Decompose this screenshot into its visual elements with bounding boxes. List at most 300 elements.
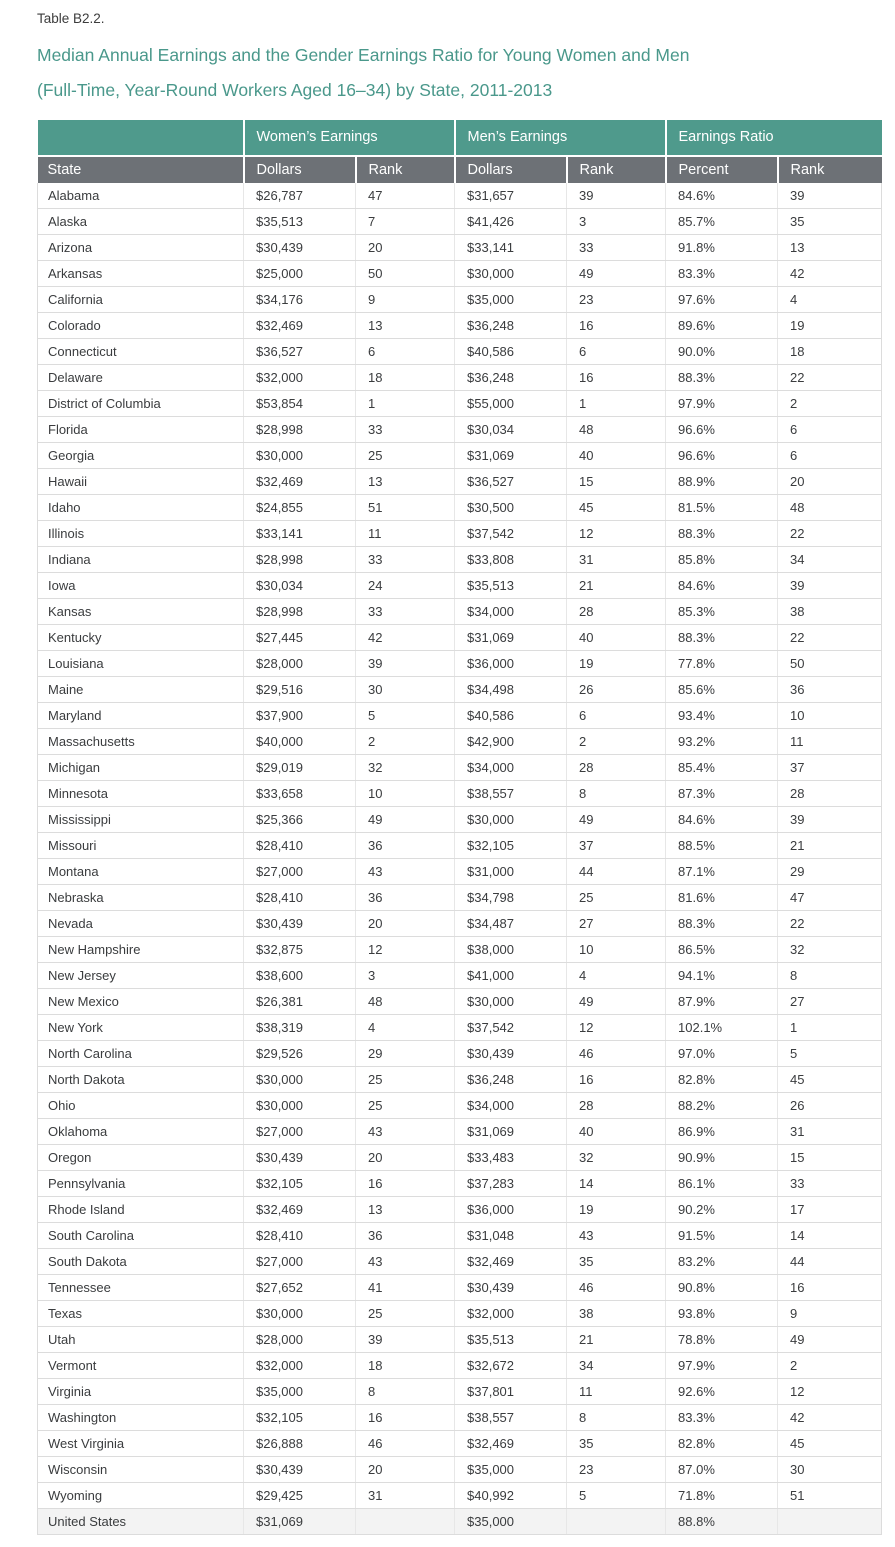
men-dollars-cell: $34,798 — [455, 884, 567, 910]
ratio-percent-cell: 71.8% — [666, 1482, 778, 1508]
state-cell: Arkansas — [38, 260, 244, 286]
men-dollars-cell: $30,000 — [455, 988, 567, 1014]
state-cell: Massachusetts — [38, 728, 244, 754]
ratio-rank-cell: 1 — [778, 1014, 882, 1040]
table-row — [38, 1508, 882, 1534]
state-cell: Texas — [38, 1300, 244, 1326]
women-dollars-cell: $26,787 — [244, 183, 356, 209]
table-row — [38, 780, 882, 806]
ratio-percent-cell: 91.5% — [666, 1222, 778, 1248]
ratio-percent-cell: 97.6% — [666, 286, 778, 312]
men-rank-cell: 12 — [567, 1014, 666, 1040]
ratio-rank-cell: 20 — [778, 468, 882, 494]
men-dollars-cell: $42,900 — [455, 728, 567, 754]
men-rank-cell: 35 — [567, 1430, 666, 1456]
table-row — [38, 858, 882, 884]
men-dollars-cell: $38,557 — [455, 1404, 567, 1430]
women-rank-cell: 49 — [356, 806, 455, 832]
state-cell: Florida — [38, 416, 244, 442]
table-row — [38, 728, 882, 754]
women-rank-cell: 47 — [356, 183, 455, 209]
table-row — [38, 962, 882, 988]
ratio-percent-cell: 88.5% — [666, 832, 778, 858]
state-cell: Michigan — [38, 754, 244, 780]
ratio-percent-cell: 90.8% — [666, 1274, 778, 1300]
men-dollars-cell: $30,000 — [455, 260, 567, 286]
men-dollars-cell: $36,000 — [455, 650, 567, 676]
title-line-1: Median Annual Earnings and the Gender Earnings Ratio for Young Women and Men — [37, 44, 690, 65]
women-dollars-cell: $33,658 — [244, 780, 356, 806]
men-rank-cell: 46 — [567, 1040, 666, 1066]
women-dollars-cell: $27,000 — [244, 858, 356, 884]
women-rank-cell: 32 — [356, 754, 455, 780]
women-rank-cell: 30 — [356, 676, 455, 702]
state-cell: Ohio — [38, 1092, 244, 1118]
ratio-percent-cell: 81.5% — [666, 494, 778, 520]
women-rank-cell: 25 — [356, 1092, 455, 1118]
state-cell: Virginia — [38, 1378, 244, 1404]
state-cell: Georgia — [38, 442, 244, 468]
women-dollars-cell: $24,855 — [244, 494, 356, 520]
men-rank-cell: 39 — [567, 183, 666, 209]
women-rank-cell: 25 — [356, 1300, 455, 1326]
table-row — [38, 1170, 882, 1196]
table-body — [38, 183, 882, 1535]
ratio-rank-cell: 6 — [778, 442, 882, 468]
women-dollars-cell: $53,854 — [244, 390, 356, 416]
men-rank-cell: 26 — [567, 676, 666, 702]
men-rank-cell: 43 — [567, 1222, 666, 1248]
men-dollars-cell: $34,000 — [455, 754, 567, 780]
state-cell: Nevada — [38, 910, 244, 936]
women-dollars-cell: $30,439 — [244, 910, 356, 936]
ratio-percent-cell: 84.6% — [666, 806, 778, 832]
ratio-percent-cell: 88.3% — [666, 364, 778, 390]
women-rank-cell: 8 — [356, 1378, 455, 1404]
ratio-percent-cell: 86.1% — [666, 1170, 778, 1196]
men-rank-cell: 25 — [567, 884, 666, 910]
women-rank-cell: 33 — [356, 416, 455, 442]
men-rank-cell: 21 — [567, 1326, 666, 1352]
ratio-rank-cell — [778, 1508, 882, 1534]
women-dollars-cell: $38,319 — [244, 1014, 356, 1040]
ratio-percent-cell: 83.3% — [666, 260, 778, 286]
table-row — [38, 546, 882, 572]
state-cell: Connecticut — [38, 338, 244, 364]
table-row — [38, 1456, 882, 1482]
women-rank-cell: 9 — [356, 286, 455, 312]
ratio-rank-cell: 5 — [778, 1040, 882, 1066]
table-row — [38, 234, 882, 260]
ratio-percent-cell: 90.9% — [666, 1144, 778, 1170]
women-dollars-cell: $31,069 — [244, 1508, 356, 1534]
table-row — [38, 364, 882, 390]
ratio-percent-cell: 86.9% — [666, 1118, 778, 1144]
women-rank-cell: 31 — [356, 1482, 455, 1508]
women-dollars-cell: $30,000 — [244, 1092, 356, 1118]
ratio-rank-cell: 44 — [778, 1248, 882, 1274]
state-cell: Wisconsin — [38, 1456, 244, 1482]
ratio-rank-cell: 50 — [778, 650, 882, 676]
women-dollars-cell: $34,176 — [244, 286, 356, 312]
table-row — [38, 312, 882, 338]
state-cell: Delaware — [38, 364, 244, 390]
ratio-rank-cell: 30 — [778, 1456, 882, 1482]
ratio-rank-cell: 10 — [778, 702, 882, 728]
women-dollars-cell: $28,410 — [244, 1222, 356, 1248]
women-rank-cell — [356, 1508, 455, 1534]
women-dollars-cell: $30,439 — [244, 1456, 356, 1482]
table-row — [38, 884, 882, 910]
men-rank-cell: 1 — [567, 390, 666, 416]
men-rank-cell: 23 — [567, 286, 666, 312]
men-rank-cell: 11 — [567, 1378, 666, 1404]
women-rank-cell: 33 — [356, 598, 455, 624]
ratio-rank-cell: 17 — [778, 1196, 882, 1222]
men-dollars-cell: $33,141 — [455, 234, 567, 260]
table-row — [38, 624, 882, 650]
women-rank-cell: 24 — [356, 572, 455, 598]
state-cell: Alaska — [38, 208, 244, 234]
women-rank-cell: 11 — [356, 520, 455, 546]
women-dollars-cell: $28,410 — [244, 832, 356, 858]
women-rank-cell: 16 — [356, 1170, 455, 1196]
ratio-percent-cell: 88.9% — [666, 468, 778, 494]
women-dollars-cell: $28,000 — [244, 650, 356, 676]
men-rank-cell: 48 — [567, 416, 666, 442]
ratio-percent-cell: 81.6% — [666, 884, 778, 910]
ratio-rank-cell: 27 — [778, 988, 882, 1014]
women-dollars-cell: $35,000 — [244, 1378, 356, 1404]
state-cell: New Jersey — [38, 962, 244, 988]
ratio-rank-cell: 12 — [778, 1378, 882, 1404]
ratio-percent-cell: 97.9% — [666, 390, 778, 416]
ratio-rank-cell: 2 — [778, 1352, 882, 1378]
table-row — [38, 1092, 882, 1118]
state-cell: Iowa — [38, 572, 244, 598]
ratio-percent-cell: 84.6% — [666, 183, 778, 209]
state-cell: Rhode Island — [38, 1196, 244, 1222]
women-dollars-cell: $26,381 — [244, 988, 356, 1014]
women-dollars-cell: $30,034 — [244, 572, 356, 598]
state-cell: Idaho — [38, 494, 244, 520]
women-dollars-cell: $29,425 — [244, 1482, 356, 1508]
women-dollars-cell: $40,000 — [244, 728, 356, 754]
state-cell: North Carolina — [38, 1040, 244, 1066]
table-row — [38, 338, 882, 364]
state-cell: South Dakota — [38, 1248, 244, 1274]
women-rank-cell: 13 — [356, 1196, 455, 1222]
men-dollars-cell: $30,000 — [455, 806, 567, 832]
ratio-percent-cell: 89.6% — [666, 312, 778, 338]
table-row — [38, 1404, 882, 1430]
table-row — [38, 1144, 882, 1170]
ratio-rank-cell: 8 — [778, 962, 882, 988]
men-rank-cell: 3 — [567, 208, 666, 234]
women-dollars-cell: $30,000 — [244, 1300, 356, 1326]
ratio-percent-cell: 87.0% — [666, 1456, 778, 1482]
women-rank-cell: 6 — [356, 338, 455, 364]
women-dollars-cell: $30,000 — [244, 442, 356, 468]
women-dollars-cell: $27,000 — [244, 1248, 356, 1274]
table-header — [38, 120, 882, 183]
women-dollars-cell: $36,527 — [244, 338, 356, 364]
men-dollars-cell: $31,657 — [455, 183, 567, 209]
women-rank-cell: 48 — [356, 988, 455, 1014]
women-dollars-cell: $32,000 — [244, 1352, 356, 1378]
ratio-percent-cell: 82.8% — [666, 1066, 778, 1092]
ratio-rank-cell: 33 — [778, 1170, 882, 1196]
ratio-percent-cell: 85.8% — [666, 546, 778, 572]
women-dollars-cell: $29,516 — [244, 676, 356, 702]
men-rank-cell: 19 — [567, 650, 666, 676]
table-row — [38, 442, 882, 468]
ratio-percent-cell: 97.9% — [666, 1352, 778, 1378]
ratio-percent-cell: 90.0% — [666, 338, 778, 364]
men-rank-cell: 28 — [567, 1092, 666, 1118]
table-row — [38, 208, 882, 234]
ratio-rank-cell: 36 — [778, 676, 882, 702]
men-rank-cell: 31 — [567, 546, 666, 572]
state-cell: Kentucky — [38, 624, 244, 650]
men-dollars-cell: $30,439 — [455, 1274, 567, 1300]
state-cell: Hawaii — [38, 468, 244, 494]
men-rank-cell: 40 — [567, 442, 666, 468]
women-dollars-cell: $28,998 — [244, 598, 356, 624]
state-cell: New York — [38, 1014, 244, 1040]
women-rank-cell: 18 — [356, 364, 455, 390]
men-dollars-cell: $33,808 — [455, 546, 567, 572]
state-cell: New Hampshire — [38, 936, 244, 962]
women-dollars-cell: $28,998 — [244, 416, 356, 442]
state-cell: Wyoming — [38, 1482, 244, 1508]
men-rank-cell: 10 — [567, 936, 666, 962]
table-row — [38, 1300, 882, 1326]
ratio-percent-cell: 88.2% — [666, 1092, 778, 1118]
ratio-rank-cell: 15 — [778, 1144, 882, 1170]
ratio-percent-cell: 83.2% — [666, 1248, 778, 1274]
state-cell: Washington — [38, 1404, 244, 1430]
ratio-percent-cell: 77.8% — [666, 650, 778, 676]
women-dollars-cell: $37,900 — [244, 702, 356, 728]
state-cell: Utah — [38, 1326, 244, 1352]
ratio-rank-cell: 22 — [778, 520, 882, 546]
women-dollars-cell: $27,000 — [244, 1118, 356, 1144]
men-dollars-cell: $37,542 — [455, 520, 567, 546]
men-rank-cell: 2 — [567, 728, 666, 754]
women-rank-cell: 20 — [356, 234, 455, 260]
men-rank-cell: 16 — [567, 364, 666, 390]
men-rank-cell: 16 — [567, 1066, 666, 1092]
men-dollars-cell: $30,439 — [455, 1040, 567, 1066]
table-row — [38, 1118, 882, 1144]
table-row — [38, 572, 882, 598]
ratio-percent-cell: 94.1% — [666, 962, 778, 988]
table-row — [38, 260, 882, 286]
men-dollars-cell: $36,248 — [455, 364, 567, 390]
ratio-rank-cell: 14 — [778, 1222, 882, 1248]
women-rank-cell: 2 — [356, 728, 455, 754]
women-dollars-cell: $27,652 — [244, 1274, 356, 1300]
state-cell: South Carolina — [38, 1222, 244, 1248]
men-dollars-cell: $35,513 — [455, 1326, 567, 1352]
women-dollars-cell: $32,105 — [244, 1170, 356, 1196]
men-rank-cell: 8 — [567, 1404, 666, 1430]
men-dollars-cell: $36,527 — [455, 468, 567, 494]
women-rank-cell: 42 — [356, 624, 455, 650]
men-rank-cell: 27 — [567, 910, 666, 936]
women-rank-cell: 10 — [356, 780, 455, 806]
men-dollars-cell: $34,000 — [455, 598, 567, 624]
women-rank-cell: 13 — [356, 312, 455, 338]
state-cell: Indiana — [38, 546, 244, 572]
men-rank-cell: 19 — [567, 1196, 666, 1222]
state-cell: Missouri — [38, 832, 244, 858]
state-cell: Nebraska — [38, 884, 244, 910]
men-dollars-cell: $32,000 — [455, 1300, 567, 1326]
women-rank-cell: 18 — [356, 1352, 455, 1378]
ratio-percent-cell: 93.4% — [666, 702, 778, 728]
men-rank-cell: 35 — [567, 1248, 666, 1274]
ratio-percent-cell: 90.2% — [666, 1196, 778, 1222]
ratio-percent-cell: 93.2% — [666, 728, 778, 754]
ratio-percent-cell: 84.6% — [666, 572, 778, 598]
men-dollars-cell: $36,000 — [455, 1196, 567, 1222]
men-dollars-cell: $41,000 — [455, 962, 567, 988]
state-cell: Colorado — [38, 312, 244, 338]
ratio-rank-cell: 39 — [778, 572, 882, 598]
state-cell: North Dakota — [38, 1066, 244, 1092]
state-cell: New Mexico — [38, 988, 244, 1014]
state-cell: California — [38, 286, 244, 312]
women-rank-cell: 50 — [356, 260, 455, 286]
table-row — [38, 936, 882, 962]
women-dollars-cell: $25,366 — [244, 806, 356, 832]
ratio-percent-cell: 83.3% — [666, 1404, 778, 1430]
state-cell: Alabama — [38, 183, 244, 209]
state-cell: Maine — [38, 676, 244, 702]
women-rank-cell: 13 — [356, 468, 455, 494]
women-dollars-cell: $28,410 — [244, 884, 356, 910]
ratio-rank-cell: 48 — [778, 494, 882, 520]
table-row — [38, 988, 882, 1014]
men-dollars-cell: $34,487 — [455, 910, 567, 936]
table-label: Table B2.2. — [37, 11, 105, 26]
men-rank-cell: 38 — [567, 1300, 666, 1326]
men-dollars-cell: $32,105 — [455, 832, 567, 858]
state-cell: Pennsylvania — [38, 1170, 244, 1196]
women-dollars-cell: $29,526 — [244, 1040, 356, 1066]
men-dollars-cell: $36,248 — [455, 1066, 567, 1092]
ratio-rank-cell: 19 — [778, 312, 882, 338]
men-rank-cell: 34 — [567, 1352, 666, 1378]
men-rank-cell: 6 — [567, 702, 666, 728]
men-dollars-cell: $31,069 — [455, 1118, 567, 1144]
women-dollars-cell: $32,105 — [244, 1404, 356, 1430]
men-rank-cell: 8 — [567, 780, 666, 806]
men-dollars-cell: $31,069 — [455, 442, 567, 468]
men-dollars-cell: $38,557 — [455, 780, 567, 806]
men-dollars-cell: $32,469 — [455, 1430, 567, 1456]
ratio-rank-cell: 21 — [778, 832, 882, 858]
earnings-table — [37, 120, 882, 1535]
ratio-rank-cell: 42 — [778, 1404, 882, 1430]
ratio-rank-cell: 6 — [778, 416, 882, 442]
ratio-rank-cell: 38 — [778, 598, 882, 624]
col-header-state: State — [38, 156, 244, 183]
ratio-rank-cell: 22 — [778, 910, 882, 936]
table-row — [38, 468, 882, 494]
table-row — [38, 416, 882, 442]
women-rank-cell: 5 — [356, 702, 455, 728]
col-header-ratio-percent: Percent — [666, 156, 778, 183]
ratio-rank-cell: 39 — [778, 183, 882, 209]
table-row — [38, 910, 882, 936]
table-row — [38, 520, 882, 546]
column-header-row — [38, 156, 882, 183]
page-title — [37, 38, 881, 108]
men-rank-cell: 15 — [567, 468, 666, 494]
women-rank-cell: 25 — [356, 1066, 455, 1092]
women-dollars-cell: $28,998 — [244, 546, 356, 572]
men-dollars-cell: $31,048 — [455, 1222, 567, 1248]
group-header-womens-earnings: Women’s Earnings — [244, 120, 455, 156]
ratio-percent-cell: 87.3% — [666, 780, 778, 806]
women-dollars-cell: $32,000 — [244, 364, 356, 390]
ratio-percent-cell: 82.8% — [666, 1430, 778, 1456]
women-rank-cell: 16 — [356, 1404, 455, 1430]
state-cell: West Virginia — [38, 1430, 244, 1456]
ratio-percent-cell: 93.8% — [666, 1300, 778, 1326]
title-line-2: (Full-Time, Year-Round Workers Aged 16–34) by State, 2011-2013 — [37, 79, 553, 100]
table-row — [38, 1196, 882, 1222]
men-dollars-cell: $40,992 — [455, 1482, 567, 1508]
table-row — [38, 650, 882, 676]
women-dollars-cell: $30,000 — [244, 1066, 356, 1092]
ratio-rank-cell: 28 — [778, 780, 882, 806]
women-rank-cell: 29 — [356, 1040, 455, 1066]
women-dollars-cell: $26,888 — [244, 1430, 356, 1456]
table-row — [38, 754, 882, 780]
state-cell: United States — [38, 1508, 244, 1534]
ratio-percent-cell: 88.3% — [666, 624, 778, 650]
women-dollars-cell: $30,439 — [244, 1144, 356, 1170]
men-dollars-cell: $30,500 — [455, 494, 567, 520]
women-rank-cell: 20 — [356, 1456, 455, 1482]
men-dollars-cell: $55,000 — [455, 390, 567, 416]
state-cell: District of Columbia — [38, 390, 244, 416]
ratio-rank-cell: 31 — [778, 1118, 882, 1144]
women-rank-cell: 36 — [356, 1222, 455, 1248]
state-cell: Montana — [38, 858, 244, 884]
col-header-women-dollars: Dollars — [244, 156, 356, 183]
state-cell: Oklahoma — [38, 1118, 244, 1144]
ratio-rank-cell: 26 — [778, 1092, 882, 1118]
ratio-percent-cell: 85.3% — [666, 598, 778, 624]
ratio-rank-cell: 37 — [778, 754, 882, 780]
women-dollars-cell: $27,445 — [244, 624, 356, 650]
men-rank-cell: 49 — [567, 988, 666, 1014]
men-dollars-cell: $35,000 — [455, 1508, 567, 1534]
men-rank-cell: 6 — [567, 338, 666, 364]
ratio-rank-cell: 16 — [778, 1274, 882, 1300]
table-row — [38, 1430, 882, 1456]
men-dollars-cell: $31,069 — [455, 624, 567, 650]
ratio-rank-cell: 32 — [778, 936, 882, 962]
ratio-rank-cell: 29 — [778, 858, 882, 884]
ratio-rank-cell: 9 — [778, 1300, 882, 1326]
col-header-men-rank: Rank — [567, 156, 666, 183]
